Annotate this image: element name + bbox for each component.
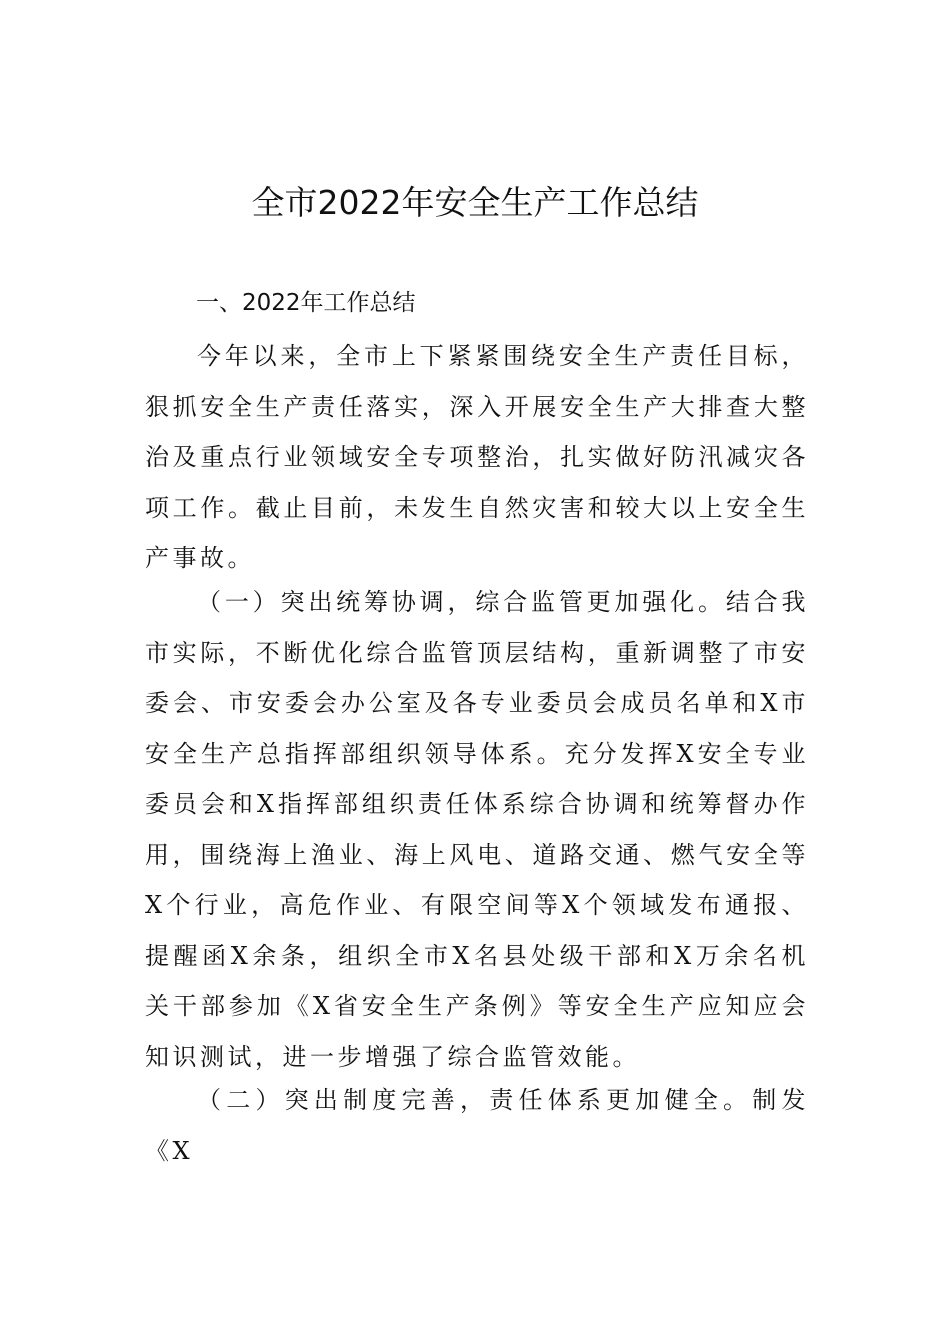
paragraph-institution: （二）突出制度完善，责任体系更加健全。制发《X (145, 1086, 809, 1165)
document-title: 全市2022年安全生产工作总结 (251, 183, 699, 222)
paragraph-coordination: （一）突出统筹协调，综合监管更加强化。结合我市实际，不断优化综合监管顶层结构，重新调整了市安委会、市安委会办公室及各专业委员会成员名单和X市安全生产总指挥部组织领导体系。充分发挥X安全专业委员会和X指挥部组织责任体系综合协调和统筹督办作用，围绕海上渔业、海上风电、道路交通、燃气安全等X个行业，高危作业、有限空间等X个领域发布通报、提醒函X余条，组织全市X名县处级干部和X万余名机关干部参加《X省安全生产条例》等安全生产应知应会知识测试，进一步增强了综合监管效能。 (145, 588, 809, 1071)
section-heading: 一、2022年工作总结 (196, 290, 416, 316)
paragraph-intro: 今年以来，全市上下紧紧围绕安全生产责任目标，狠抓安全生产责任落实，深入开展安全生产大排查大整治及重点行业领域安全专项整治，扎实做好防汛减灾各项工作。截止目前，未发生自然灾害和较大以上安全生产事故。 (145, 342, 809, 572)
